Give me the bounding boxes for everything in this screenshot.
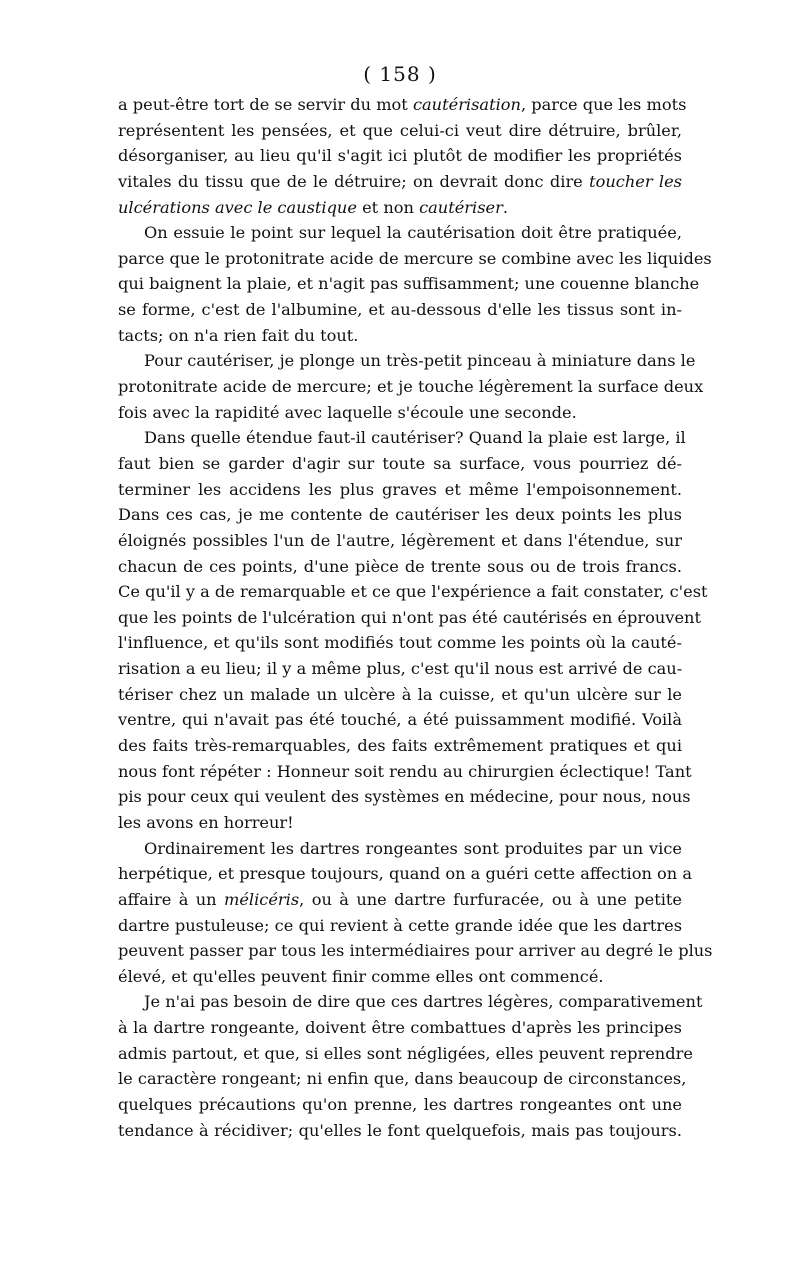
italic-text: cautériser [419, 197, 503, 217]
text-line [118, 348, 696, 374]
text-line [118, 682, 682, 708]
text-run: vitales du tissu que de le détruire; on devrait donc dire [118, 171, 590, 191]
text-line [118, 1041, 693, 1067]
text-line [118, 271, 700, 297]
text-run: , ou à une dartre furfuracée, ou à une petite [299, 889, 682, 909]
text-line [118, 477, 682, 503]
text-run: chacun de ces points, d'une pièce de trente sous ou de trois francs. [118, 556, 682, 576]
text-run: dartre pustuleuse; ce qui revient à cette grande idée que les dartres [118, 915, 682, 935]
italic-text: cautérisation [412, 95, 521, 114]
text-line [118, 759, 692, 785]
text-run: le caractère rongeant; ni enfin que, dans beaucoup de circonstances, [118, 1069, 687, 1089]
text-run: ventre, qui n'avait pas été touché, a été puissamment modifié. Voilà [118, 710, 682, 730]
italic-text: toucher les [589, 171, 682, 191]
text-line [118, 425, 686, 451]
text-line [118, 707, 682, 733]
text-line [118, 143, 682, 169]
text-run: représentent les pensées, et que celui-ci veut dire détruire, brûler, [118, 120, 682, 140]
text-line [118, 630, 682, 656]
text-line [118, 220, 682, 246]
text-run: éloignés possibles l'un de l'autre, légèrement et dans l'étendue, sur [118, 530, 682, 550]
text-line [118, 246, 712, 272]
text-run: Je n'ai pas besoin de dire que ces dartres légères, comparativement [144, 992, 703, 1012]
text-run: Ordinairement les dartres rongeantes sont produites par un vice [144, 838, 682, 858]
text-line [118, 528, 682, 554]
text-line [118, 400, 682, 426]
text-line [118, 579, 708, 605]
text-line [118, 554, 682, 580]
text-run: faut bien se garder d'agir sur toute sa surface, vous pourriez dé- [118, 453, 682, 473]
text-run: fois avec la rapidité avec laquelle s'écoule une seconde. [118, 402, 577, 422]
text-line [118, 784, 691, 810]
text-line [118, 1066, 687, 1092]
text-run: Dans ces cas, je me contente de cautériser les deux points les plus [118, 505, 682, 525]
text-line [118, 323, 682, 349]
italic-text: mélicéris [224, 889, 300, 909]
text-run: les avons en horreur! [118, 812, 294, 832]
text-line [118, 938, 713, 964]
text-run: a peut-être tort de se servir du mot [118, 95, 413, 114]
text-run: désorganiser, au lieu qu'il s'agit ici plutôt de modifier les propriétés [118, 146, 682, 166]
text-line [118, 887, 682, 913]
text-line [118, 656, 682, 682]
text-run: pis pour ceux qui veulent des systèmes en médecine, pour nous, nous [118, 787, 691, 807]
text-run: quelques précautions qu'on prenne, les dartres rongeantes ont une [118, 1094, 682, 1114]
text-line [118, 836, 682, 862]
text-run: nous font répéter : Honneur soit rendu au chirurgien éclectique! Tant [118, 761, 692, 781]
text-run: qui baignent la plaie, et n'agit pas suffisamment; une couenne blanche [118, 274, 700, 294]
text-run: élevé, et qu'elles peuvent finir comme elles ont commencé. [118, 966, 604, 986]
text-run: à la dartre rongeante, doivent être combattues d'après les principes [118, 1018, 682, 1038]
text-line [118, 913, 682, 939]
text-line [118, 810, 682, 836]
text-line [118, 1118, 682, 1144]
text-run: que les points de l'ulcération qui n'ont pas été cautérisés en éprouvent [118, 607, 701, 627]
text-run: , parce que les mots [520, 95, 687, 114]
text-line [118, 861, 693, 887]
text-run: admis partout, et que, si elles sont négligées, elles peuvent reprendre [118, 1043, 693, 1063]
text-line [118, 502, 682, 528]
text-run: des faits très-remarquables, des faits extrêmement pratiques et qui [118, 736, 682, 756]
text-line [118, 964, 682, 990]
text-run: Pour cautériser, je plonge un très-petit pinceau à miniature dans le [144, 351, 696, 371]
text-run: . [502, 197, 508, 217]
text-run: peuvent passer par tous les intermédiaires pour arriver au degré le plus [118, 941, 713, 961]
text-run: tendance à récidiver; qu'elles le font quelquefois, mais pas toujours. [118, 1120, 682, 1140]
text-run: tacts; on n'a rien fait du tout. [118, 325, 359, 345]
text-line [118, 451, 682, 477]
text-line [118, 92, 687, 118]
text-line [118, 605, 701, 631]
text-line [118, 118, 682, 144]
text-line [118, 1092, 682, 1118]
text-line [118, 989, 703, 1015]
text-line [118, 733, 682, 759]
text-line [118, 1015, 682, 1041]
text-run: On essuie le point sur lequel la cautérisation doit être pratiquée, [144, 223, 682, 243]
text-run: Ce qu'il y a de remarquable et ce que l'expérience a fait constater, c'est [118, 582, 708, 602]
text-run: terminer les accidens les plus graves et même l'empoisonnement. [118, 479, 682, 499]
text-run: se forme, c'est de l'albumine, et au-dessous d'elle les tissus sont in- [118, 300, 682, 320]
text-run: herpétique, et presque toujours, quand on a guéri cette affection on a [118, 864, 693, 884]
text-line [118, 297, 682, 323]
page-number: ( 158 ) [363, 62, 437, 86]
italic-text: ulcérations avec le caustique [118, 197, 357, 217]
text-run: et non [356, 197, 420, 217]
text-run: parce que le protonitrate acide de mercure se combine avec les liquides [118, 248, 712, 268]
text-run: tériser chez un malade un ulcère à la cuisse, et qu'un ulcère sur le [118, 684, 682, 704]
body-text [118, 92, 713, 1143]
text-line [118, 195, 682, 221]
text-run: Dans quelle étendue faut-il cautériser? Quand la plaie est large, il [144, 428, 686, 448]
text-run: affaire à un [118, 889, 224, 909]
text-line [118, 374, 704, 400]
text-run: risation a eu lieu; il y a même plus, c'est qu'il nous est arrivé de cau- [118, 659, 683, 679]
text-run: l'influence, et qu'ils sont modifiés tout comme les points où la cauté- [118, 633, 682, 653]
text-line [118, 169, 682, 195]
text-run: protonitrate acide de mercure; et je touche légèrement la surface deux [118, 377, 704, 397]
